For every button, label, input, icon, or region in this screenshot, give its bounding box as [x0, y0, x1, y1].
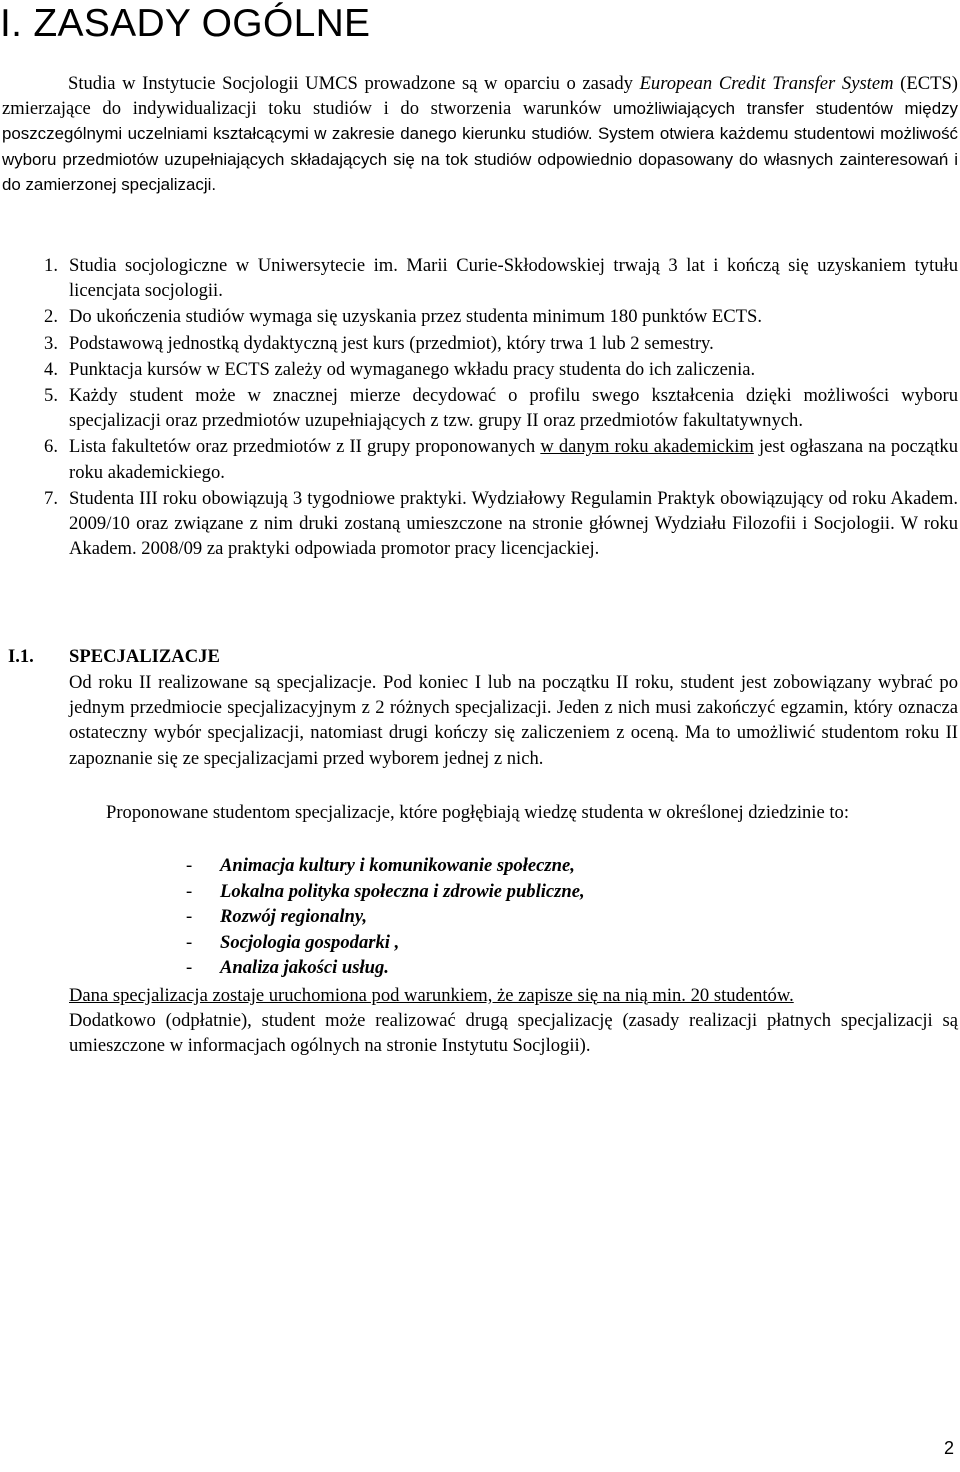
specialization-name: Animacja kultury i komunikowanie społeczne,	[220, 855, 575, 876]
section-heading: SPECJALIZACJE	[69, 646, 220, 667]
rules-list	[0, 253, 960, 562]
enrollment-notice: Dana specjalizacja zostaje uruchomiona pod warunkiem, że zapisze się na nią min. 20 studentów.	[69, 985, 794, 1006]
list-item-text: Do ukończenia studiów wymaga się uzyskania przez studenta minimum 180 punktów ECTS.	[69, 306, 762, 328]
list-item	[186, 955, 585, 981]
list-item	[186, 879, 585, 905]
list-item-text: Studia socjologiczne w Uniwersytecie im. Marii Curie-Skłodowskiej trwają 3 lat i kończą się uzyskaniem tytułu licencjata socjologii.	[69, 255, 958, 302]
list-item	[0, 304, 958, 329]
list-item-text: Punktacja kursów w ECTS zależy od wymaganego wkładu pracy studenta do ich zaliczenia.	[69, 358, 756, 380]
page-number: 2	[943, 1438, 954, 1458]
list-item	[186, 904, 585, 930]
list-item-text: Lista fakultetów oraz przedmiotów z II grupy proponowanych	[69, 436, 541, 458]
specializations-list	[186, 853, 585, 981]
ects-name: European Credit Transfer System	[639, 73, 894, 94]
list-bullet: -	[186, 931, 193, 953]
specialization-name: Rozwój regionalny,	[220, 906, 368, 928]
intro-paragraph	[2, 71, 958, 197]
list-bullet: -	[186, 855, 193, 876]
list-item	[0, 357, 958, 382]
list-item-text: jest ogłaszana na początku roku akademickiego.	[69, 436, 958, 483]
list-item-number: 6.	[44, 436, 58, 458]
section-number: I.1.	[8, 646, 34, 667]
list-bullet: -	[186, 880, 193, 902]
specialization-name: Analiza jakości usług.	[220, 957, 389, 979]
intro-text-1: Studia w Instytucie Socjologii UMCS prowadzone są w oparciu o zasady	[68, 73, 640, 94]
intro-text-3: umożliwiających transfer studentów między poszczególnymi uczelniami kształcącymi w zakresie danego kierunku studiów. System otwiera każdemu studentowi możliwość wyboru przedmiotów uzupełniających składających się na tok studiów odpowiednio dopasowany do własnych zainteresowań i do zamierzonej specjalizacji.	[2, 99, 958, 194]
list-item-number: 4.	[44, 358, 58, 380]
list-item-number: 3.	[44, 332, 58, 354]
list-item	[0, 486, 958, 562]
page-title: I. ZASADY OGÓLNE	[0, 2, 371, 45]
list-bullet: -	[186, 957, 193, 979]
list-item-text: Studenta III roku obowiązują 3 tygodniowe praktyki. Wydziałowy Regulamin Praktyk obowiązujący od roku Akadem. 2009/10 oraz związane z nim druki zostaną umieszczone na stronie głównej Wydziału Filozofii i Socjologii. W roku Akadem. 2008/09 za praktyki odpowiada promotor pracy licencjackiej.	[69, 487, 958, 560]
list-item	[0, 253, 958, 303]
list-item	[0, 331, 958, 356]
list-item	[0, 434, 958, 484]
section-paragraph: Od roku II realizowane są specjalizacje. Pod koniec I lub na początku II roku, student jest zobowiązany wybrać po jednym przedmiocie specjalizacyjnym z 2 różnych specjalizacji. Jeden z nich musi zakończyć egzamin, który oznacza ostateczny wybór specjalizacji, natomiast drugi kończy się zaliczeniem z oceną. Ma to umożliwić studentom roku II zapoznanie się ze specjalizacjami przed wyborem jednej z nich.	[69, 672, 958, 769]
list-item-text: Każdy student może w znacznej mierze decydować o profilu swego kształcenia dzięki możliwości wyboru specjalizacji oraz przedmiotów uzupełniających z tzw. grupy II oraz przedmiotów fakultatywnych.	[69, 385, 958, 432]
list-item-number: 2.	[44, 306, 58, 328]
underlined-phrase: w danym roku akademickim	[540, 436, 754, 458]
specialization-name: Socjologia gospodarki ,	[220, 931, 400, 953]
list-item	[186, 853, 585, 879]
list-item-number: 5.	[44, 385, 58, 407]
list-item-number: 1.	[44, 255, 58, 276]
intro-text-2: (ECTS) zmierzające do indywidualizacji toku studiów i do stworzenia warunków	[2, 73, 959, 120]
list-item	[0, 383, 958, 433]
specialization-name: Lokalna polityka społeczna i zdrowie publiczne,	[220, 880, 585, 902]
list-item	[186, 930, 585, 956]
list-item-text: Podstawową jednostką dydaktyczną jest kurs (przedmiot), który trwa 1 lub 2 semestry.	[69, 332, 714, 354]
list-item-number: 7.	[44, 487, 58, 509]
paid-specialization-paragraph: Dodatkowo (odpłatnie), student może realizować drugą specjalizację (zasady realizacji płatnych specjalizacji są umieszczone w informacjach ogólnych na stronie Instytutu Socjlogii).	[69, 1010, 958, 1057]
list-bullet: -	[186, 906, 193, 928]
proposal-paragraph: Proponowane studentom specjalizacje, które pogłębiają wiedzę studenta w określonej dziedzinie to:	[106, 802, 849, 823]
